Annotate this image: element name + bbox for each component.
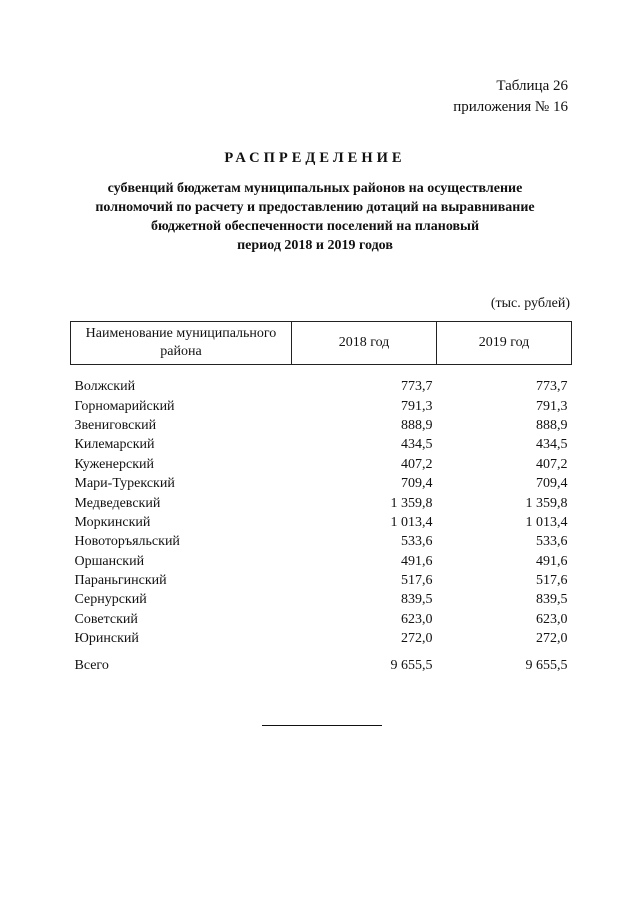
table-row: [71, 396, 572, 415]
value-2019-cell: 517,6: [536, 573, 568, 589]
table-row: [71, 610, 572, 629]
units-label: (тыс. рублей): [490, 296, 570, 311]
value-2018-cell: 407,2: [401, 456, 433, 472]
value-2018-cell: 1 359,8: [390, 495, 433, 511]
district-name-cell: Юринский: [74, 631, 139, 647]
table-row: [71, 629, 572, 648]
table-row: [71, 590, 572, 609]
value-2018-cell: 517,6: [401, 573, 433, 589]
table-reference: [453, 76, 568, 118]
table-row: [71, 513, 572, 532]
total-row: [71, 655, 572, 674]
table-row: [71, 416, 572, 435]
table-row: [71, 493, 572, 512]
value-2019-cell: 1 359,8: [525, 495, 568, 511]
table-row: [71, 571, 572, 590]
value-2019-cell: 839,5: [536, 592, 568, 608]
appendix-number: приложения № 16: [453, 99, 568, 115]
value-2019-cell: 791,3: [536, 398, 568, 414]
district-name-cell: Килемарский: [74, 437, 155, 453]
subtitle-line: период 2018 и 2019 годов: [237, 238, 393, 253]
table-row: [71, 435, 572, 454]
value-2019-cell: 9 655,5: [525, 657, 568, 673]
district-name-cell: Медведевский: [74, 495, 161, 511]
district-name-cell: Оршанский: [74, 553, 145, 569]
subtitle-line: субвенций бюджетам муниципальных районов на осуществление: [107, 181, 523, 196]
distribution-table: [70, 321, 572, 675]
value-2019-cell: 623,0: [536, 611, 568, 627]
district-name-cell: Горномарийский: [74, 398, 175, 414]
value-2018-cell: 434,5: [401, 437, 433, 453]
value-2019-cell: 773,7: [536, 379, 568, 395]
district-name-cell: Волжский: [74, 379, 136, 395]
district-name-cell: Сернурский: [74, 592, 147, 608]
spacer-row: [71, 365, 572, 378]
header-year-2019: 2019 год: [437, 322, 572, 365]
district-name-cell: Всего: [74, 657, 109, 673]
district-name-cell: Новоторъяльский: [74, 534, 180, 550]
subtitle-line: бюджетной обеспеченности поселений на плановый: [150, 219, 480, 234]
value-2018-cell: 839,5: [401, 592, 433, 608]
closing-rule: [262, 725, 382, 726]
value-2019-cell: 533,6: [536, 534, 568, 550]
value-2018-cell: 773,7: [401, 379, 433, 395]
table-row: [71, 455, 572, 474]
value-2018-cell: 9 655,5: [390, 657, 433, 673]
value-2018-cell: 623,0: [401, 611, 433, 627]
district-name-cell: Мари-Турекский: [74, 476, 175, 492]
value-2018-cell: 888,9: [401, 417, 433, 433]
subtitle-line: полномочий по расчету и предоставлению дотаций на выравнивание: [95, 200, 535, 215]
value-2018-cell: 791,3: [401, 398, 433, 414]
header-year-2018: 2018 год: [292, 322, 437, 365]
value-2018-cell: 491,6: [401, 553, 433, 569]
district-name-cell: Советский: [74, 611, 138, 627]
table-row: [71, 532, 572, 551]
table-number: Таблица 26: [496, 78, 568, 94]
table-row: [71, 474, 572, 493]
value-2019-cell: 888,9: [536, 417, 568, 433]
value-2019-cell: 434,5: [536, 437, 568, 453]
spacer-row: [71, 648, 572, 655]
value-2018-cell: 1 013,4: [390, 514, 433, 530]
table-row: [71, 377, 572, 396]
value-2019-cell: 1 013,4: [525, 514, 568, 530]
table-header-row: [71, 322, 572, 365]
value-2019-cell: 272,0: [536, 631, 568, 647]
value-2018-cell: 272,0: [401, 631, 433, 647]
district-name-cell: Звениговский: [74, 417, 157, 433]
table-body: [71, 365, 572, 675]
value-2019-cell: 491,6: [536, 553, 568, 569]
district-name-cell: Параньгинский: [74, 573, 167, 589]
value-2019-cell: 407,2: [536, 456, 568, 472]
table-row: [71, 552, 572, 571]
value-2018-cell: 709,4: [401, 476, 433, 492]
district-name-cell: Моркинский: [74, 514, 151, 530]
district-name-cell: Куженерский: [74, 456, 155, 472]
document-subtitle: [60, 179, 570, 255]
document-title: РАСПРЕДЕЛЕНИЕ: [224, 150, 406, 166]
value-2019-cell: 709,4: [536, 476, 568, 492]
header-district-name: Наименование муниципального района: [71, 322, 292, 365]
value-2018-cell: 533,6: [401, 534, 433, 550]
